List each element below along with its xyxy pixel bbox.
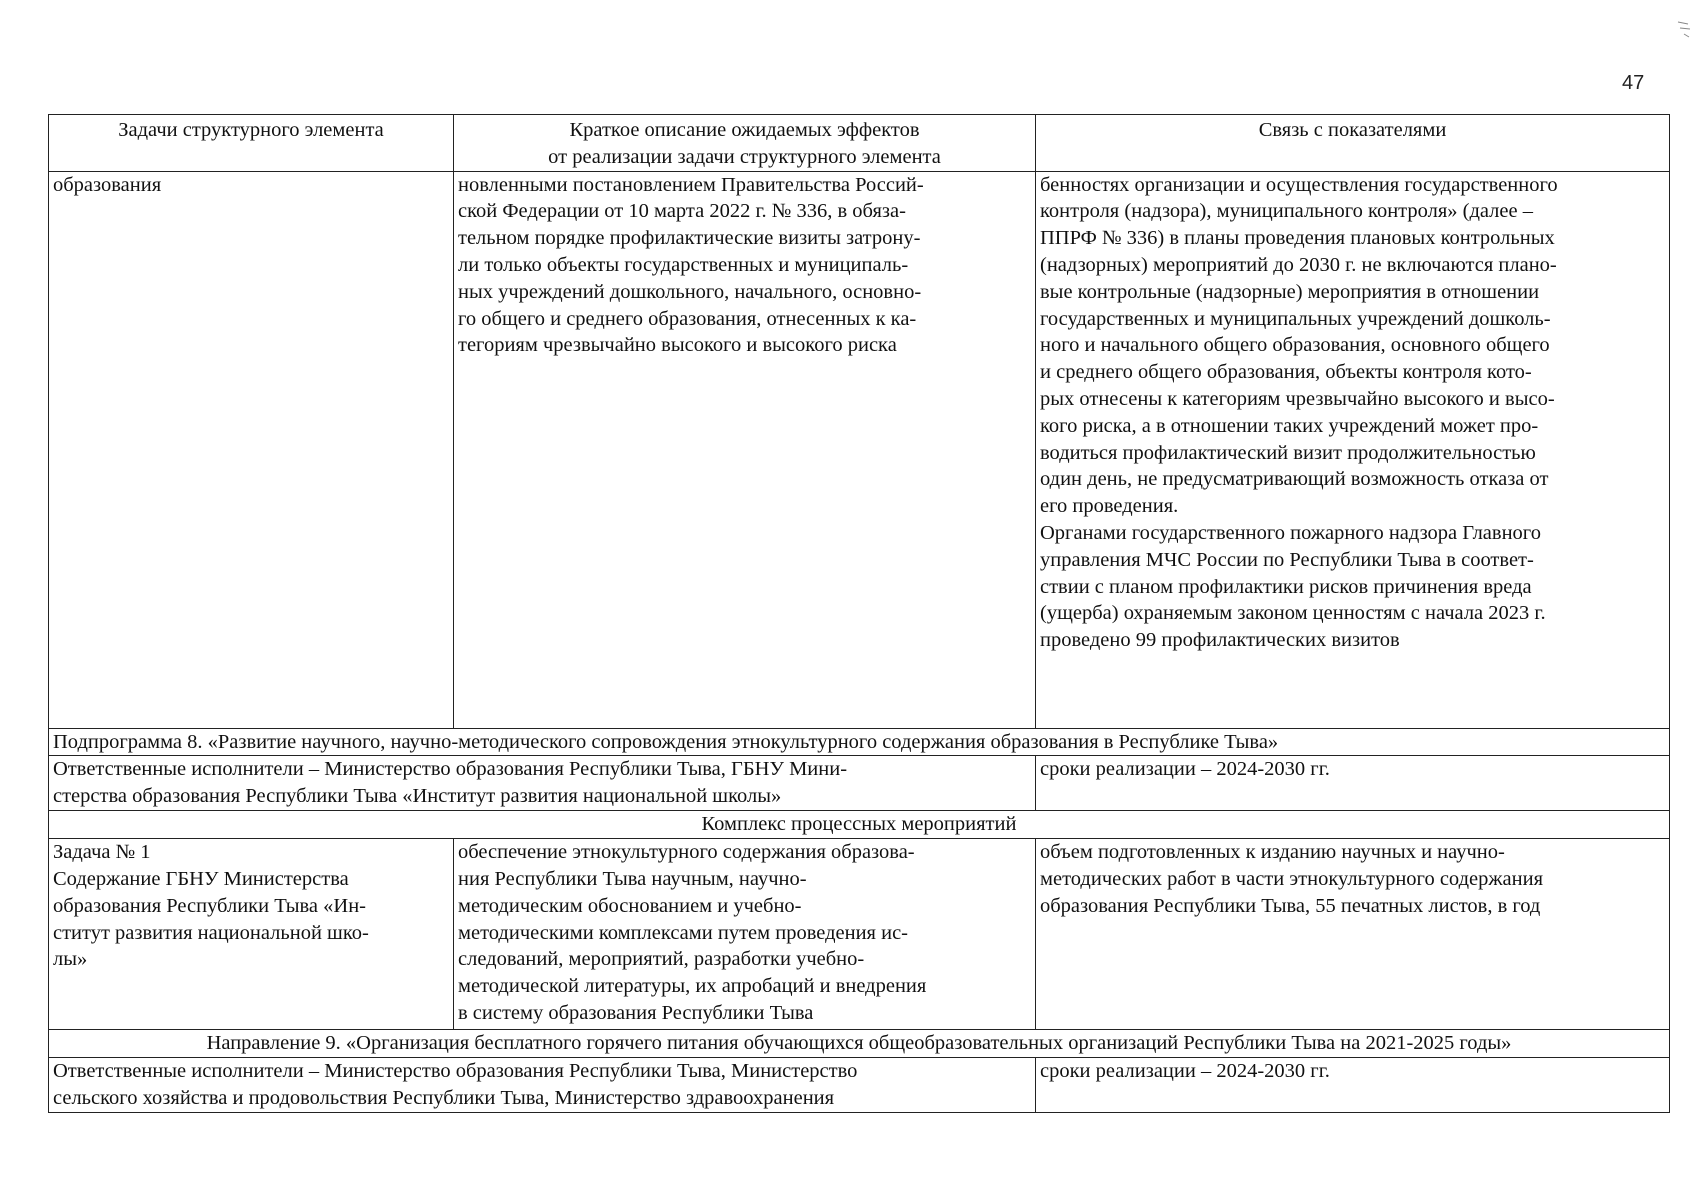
direction-title: Направление 9. «Организация бесплатного горячего питания обучающихся общеобразовательных организаций Республики Тыва на 2021-2025 годы» — [49, 1030, 1670, 1058]
subprogram-title: Подпрограмма 8. «Развитие научного, научно-методического сопровождения этнокультурного содержания образования в Республике Тыва» — [49, 728, 1670, 756]
table-row — [49, 839, 1670, 1030]
responsible-row — [49, 1057, 1670, 1112]
header-tasks: Задачи структурного элемента — [49, 115, 454, 172]
header-effects: Краткое описание ожидаемых эффектов от реализации задачи структурного элемента — [454, 115, 1036, 172]
header-indicators: Связь с показателями — [1036, 115, 1670, 172]
cell-indicators: объем подготовленных к изданию научных и научно- методических работ в части этнокультурного содержания образования Республики Тыва, 55 печатных листов, в год — [1036, 839, 1670, 1030]
complex-heading-row — [49, 811, 1670, 839]
implementation-terms: сроки реализации – 2024-2030 гг. — [1036, 756, 1670, 811]
cell-task: образования — [49, 171, 454, 728]
direction-row — [49, 1030, 1670, 1058]
responsible-row — [49, 756, 1670, 811]
subprogram-row — [49, 728, 1670, 756]
complex-heading: Комплекс процессных мероприятий — [49, 811, 1670, 839]
responsible-executors: Ответственные исполнители – Министерство образования Республики Тыва, ГБНУ Мини- стерства образования Республики Тыва «Институт развития национальной школы» — [49, 756, 1036, 811]
implementation-terms: сроки реализации – 2024-2030 гг. — [1036, 1057, 1670, 1112]
cell-task: Задача № 1 Содержание ГБНУ Министерства образования Республики Тыва «Ин- ститут развития национальной шко- лы» — [49, 839, 454, 1030]
cell-indicators: бенностях организации и осуществления государственного контроля (надзора), муниципального контроля» (далее – ППРФ № 336) в планы проведения плановых контрольных (надзорных) мероприятий до 2030 г. не включаются плано- вые контрольные (надзорные) мероприятия в отношении государственных и муниципальных учреждений дошколь- ного и начального общего образования, основного общего и среднего общего образования, объекты контроля кото- рых отнесены к категориям чрезвычайно высокого и высо- кого риска, а в отношении таких учреждений может про- водиться профилактический визит продолжительностью один день, не предусматривающий возможность отказа от его проведения. Органами государственного пожарного надзора Главного управления МЧС России по Республики Тыва в соответ- ствии с планом профилактики рисков причинения вреда (ущерба) охраняемым законом ценностям с начала 2023 г. проведено 99 профилактических визитов — [1036, 171, 1670, 728]
responsible-executors: Ответственные исполнители – Министерство образования Республики Тыва, Министерство сельского хозяйства и продовольствия Республики Тыва, Министерство здравоохранения — [49, 1057, 1036, 1112]
scan-mark-icon — [1676, 14, 1692, 40]
table-header-row — [49, 115, 1670, 172]
program-table — [48, 114, 1670, 1113]
cell-effects: новленными постановлением Правительства Россий- ской Федерации от 10 марта 2022 г. № 336, в обяза- тельном порядке профилактические визиты затрону- ли только объекты государственных и муниципаль- ных учреждений дошкольного, начального, основно- го общего и среднего образования, отнесенных к ка- тегориям чрезвычайно высокого и высокого риска — [454, 171, 1036, 728]
table-row — [49, 171, 1670, 728]
cell-effects: обеспечение этнокультурного содержания образова- ния Республики Тыва научным, научно- методическим обоснованием и учебно- методическими комплексами путем проведения ис- следований, мероприятий, разработки учебно- методической литературы, их апробаций и внедрения в систему образования Республики Тыва — [454, 839, 1036, 1030]
page-number: 47 — [1622, 72, 1645, 94]
